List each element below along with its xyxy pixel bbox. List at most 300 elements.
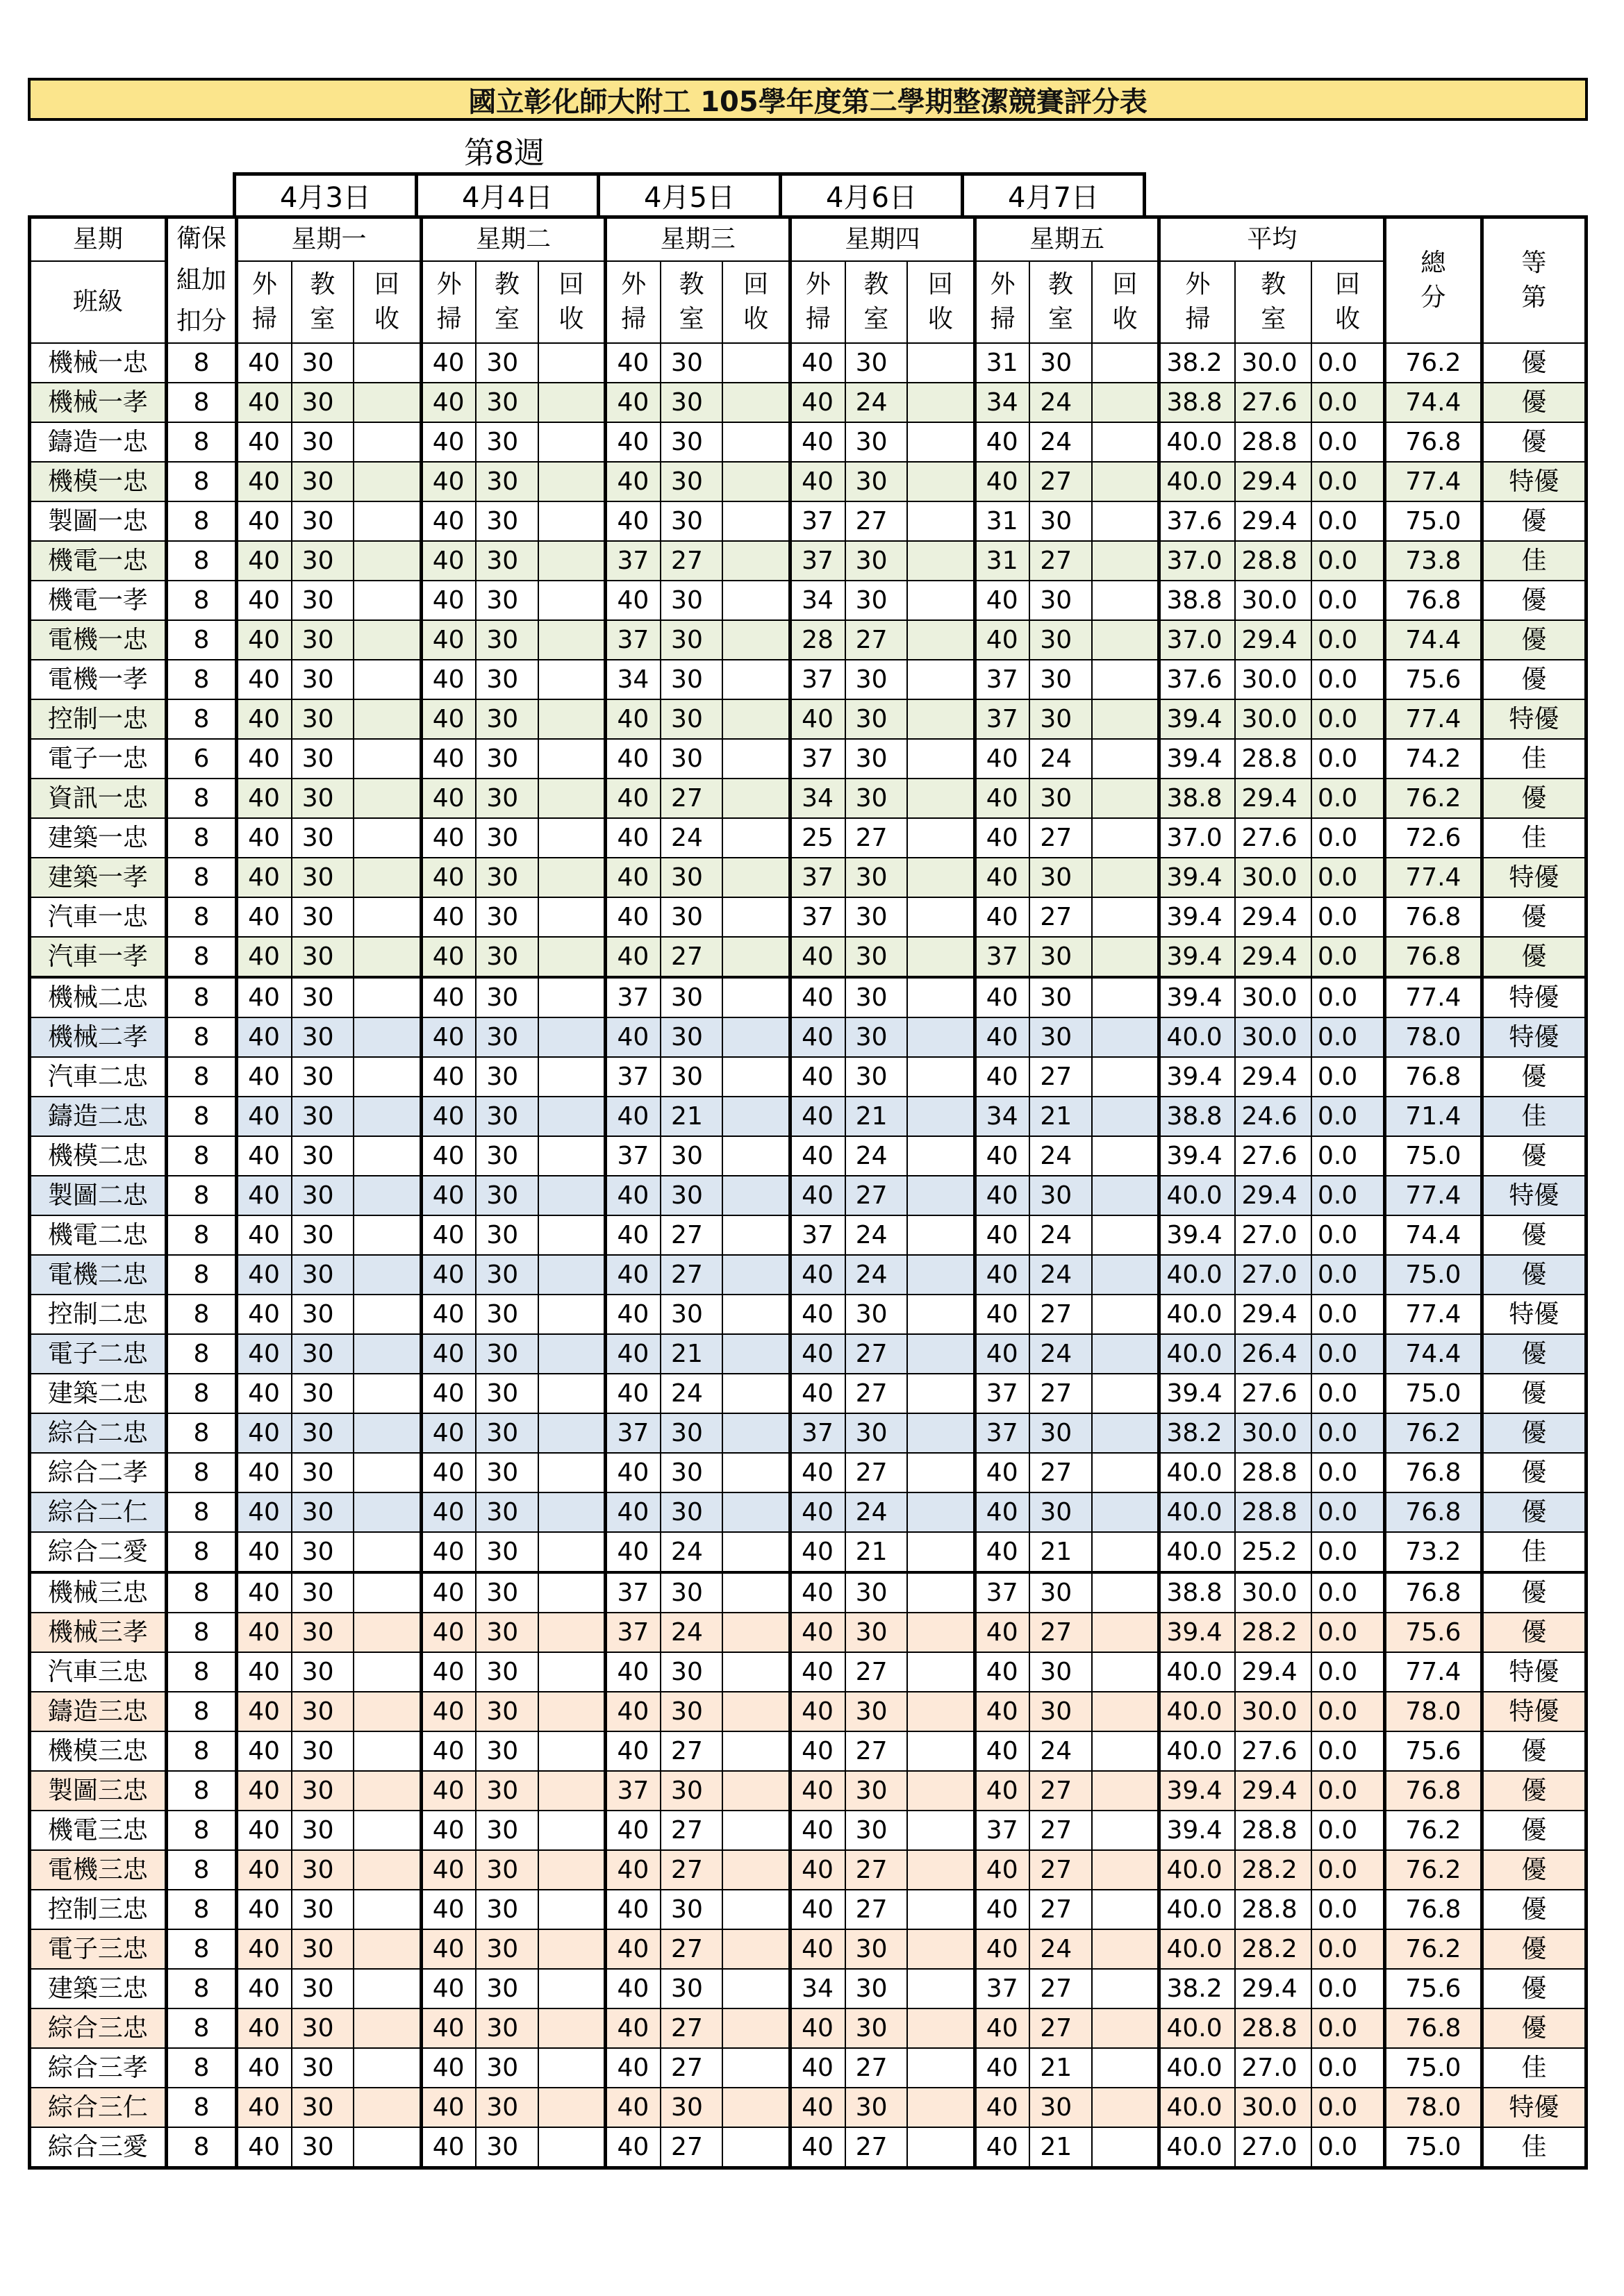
recycle-score (354, 699, 421, 739)
outdoor-score: 40 (606, 779, 661, 818)
classroom-score: 30 (292, 1057, 354, 1097)
table-row (30, 462, 1586, 501)
outdoor-score: 40 (421, 1453, 476, 1492)
classroom-score: 21 (1029, 2127, 1091, 2168)
outdoor-score: 40 (421, 2048, 476, 2088)
classroom-score: 30 (661, 858, 722, 897)
outdoor-score: 40 (421, 1334, 476, 1374)
sub-header-char: 教 (494, 269, 520, 299)
class-name: 機電一忠 (30, 541, 167, 581)
grade: 優 (1482, 1334, 1586, 1374)
outdoor-score: 40 (421, 2127, 476, 2168)
recycle-score (907, 1136, 975, 1176)
outdoor-score: 40 (421, 818, 476, 858)
avg-recycle: 0.0 (1311, 1413, 1384, 1453)
recycle-score (1092, 1453, 1159, 1492)
classroom-score: 30 (292, 541, 354, 581)
total-score: 75.0 (1384, 1255, 1482, 1295)
classroom-score: 27 (1029, 1295, 1091, 1334)
total-score: 74.4 (1384, 620, 1482, 660)
outdoor-score: 40 (237, 2127, 292, 2168)
avg-outdoor: 40.0 (1159, 1334, 1236, 1374)
recycle-score (538, 1057, 606, 1097)
recycle-score (354, 1969, 421, 2008)
recycle-score (1092, 383, 1159, 422)
avg-outdoor: 40.0 (1159, 1492, 1236, 1532)
table-row (30, 2088, 1586, 2127)
grade: 特優 (1482, 1176, 1586, 1215)
deduct-score: 8 (166, 1057, 236, 1097)
outdoor-score: 40 (606, 1453, 661, 1492)
outdoor-score: 40 (237, 462, 292, 501)
class-name: 綜合三愛 (30, 2127, 167, 2168)
total-score: 76.8 (1384, 1890, 1482, 1929)
recycle-score (1092, 501, 1159, 541)
deduct-score: 8 (166, 1176, 236, 1215)
outdoor-score: 40 (606, 818, 661, 858)
outdoor-score: 40 (790, 977, 845, 1017)
classroom-score: 24 (845, 1136, 907, 1176)
classroom-score: 30 (1029, 977, 1091, 1017)
avg-outdoor: 40.0 (1159, 462, 1236, 501)
class-name: 電機三忠 (30, 1850, 167, 1890)
sub-header (907, 261, 975, 343)
total-score: 76.8 (1384, 1057, 1482, 1097)
sub-header-char: 外 (251, 269, 277, 299)
sub-header-char: 外 (1185, 269, 1211, 299)
table-row (30, 818, 1586, 858)
deduct-score: 8 (166, 818, 236, 858)
outdoor-score: 40 (421, 1492, 476, 1532)
outdoor-score: 40 (975, 779, 1029, 818)
deduct-score: 8 (166, 1334, 236, 1374)
class-label: 班級 (30, 261, 167, 343)
outdoor-score: 40 (421, 858, 476, 897)
classroom-score: 30 (845, 977, 907, 1017)
recycle-score (538, 1731, 606, 1771)
grade: 優 (1482, 1374, 1586, 1413)
recycle-score (907, 1572, 975, 1613)
classroom-score: 30 (845, 343, 907, 383)
classroom-score: 30 (476, 343, 538, 383)
outdoor-score: 40 (606, 1097, 661, 1136)
table-row (30, 977, 1586, 1017)
classroom-score: 30 (292, 1492, 354, 1532)
page-title: 國立彰化師大附工 105學年度第二學期整潔競賽評分表 (28, 78, 1588, 121)
avg-recycle: 0.0 (1311, 462, 1384, 501)
deduct-score: 8 (166, 1969, 236, 2008)
deduct-score: 8 (166, 1652, 236, 1692)
sub-header-char: 教 (1261, 269, 1286, 299)
grade-label: 等 (1521, 248, 1547, 277)
recycle-score (538, 779, 606, 818)
classroom-score: 30 (292, 739, 354, 779)
grade: 優 (1482, 501, 1586, 541)
classroom-score: 24 (1029, 1215, 1091, 1255)
outdoor-score: 40 (975, 1652, 1029, 1692)
recycle-score (354, 1057, 421, 1097)
recycle-score (907, 2008, 975, 2048)
total-score: 75.0 (1384, 2048, 1482, 2088)
deduct-score: 8 (166, 660, 236, 699)
classroom-score: 30 (661, 1413, 722, 1453)
outdoor-score: 37 (975, 1413, 1029, 1453)
avg-outdoor: 39.4 (1159, 977, 1236, 1017)
recycle-score (1092, 1136, 1159, 1176)
recycle-score (722, 977, 790, 1017)
outdoor-score: 40 (975, 1295, 1029, 1334)
recycle-score (1092, 2048, 1159, 2088)
outdoor-score: 37 (975, 1374, 1029, 1413)
recycle-score (907, 422, 975, 462)
classroom-score: 27 (1029, 1374, 1091, 1413)
outdoor-score: 40 (237, 897, 292, 937)
classroom-score: 30 (845, 422, 907, 462)
avg-outdoor: 39.4 (1159, 1613, 1236, 1652)
total-score: 77.4 (1384, 699, 1482, 739)
outdoor-score: 40 (237, 620, 292, 660)
outdoor-score: 40 (975, 2127, 1029, 2168)
outdoor-score: 40 (975, 1613, 1029, 1652)
classroom-score: 30 (1029, 779, 1091, 818)
recycle-score (722, 1334, 790, 1374)
outdoor-score: 40 (237, 1017, 292, 1057)
outdoor-score: 40 (421, 1731, 476, 1771)
classroom-score: 30 (661, 1572, 722, 1613)
avg-classroom: 28.8 (1235, 541, 1311, 581)
classroom-score: 27 (845, 1731, 907, 1771)
day-header: 星期二 (421, 217, 606, 262)
outdoor-score: 40 (237, 779, 292, 818)
deduct-score: 8 (166, 1532, 236, 1572)
total-score: 75.6 (1384, 1969, 1482, 2008)
outdoor-score: 40 (975, 1334, 1029, 1374)
recycle-score (354, 541, 421, 581)
class-name: 製圖三忠 (30, 1771, 167, 1811)
outdoor-score: 40 (237, 422, 292, 462)
classroom-score: 30 (476, 2127, 538, 2168)
avg-recycle: 0.0 (1311, 422, 1384, 462)
classroom-score: 27 (845, 1850, 907, 1890)
classroom-score: 30 (845, 660, 907, 699)
avg-outdoor: 38.2 (1159, 1413, 1236, 1453)
recycle-score (354, 1692, 421, 1731)
recycle-score (1092, 1532, 1159, 1572)
grade-header (1482, 217, 1586, 344)
avg-outdoor: 39.4 (1159, 1136, 1236, 1176)
table-row (30, 1097, 1586, 1136)
outdoor-score: 40 (421, 1136, 476, 1176)
avg-recycle: 0.0 (1311, 1017, 1384, 1057)
table-row (30, 660, 1586, 699)
table-row (30, 1255, 1586, 1295)
avg-recycle: 0.0 (1311, 1532, 1384, 1572)
total-score: 74.4 (1384, 1334, 1482, 1374)
classroom-score: 30 (845, 1413, 907, 1453)
recycle-score (722, 422, 790, 462)
classroom-score: 21 (845, 1097, 907, 1136)
table-row (30, 1771, 1586, 1811)
recycle-score (907, 2127, 975, 2168)
outdoor-score: 40 (975, 1890, 1029, 1929)
class-name: 建築一孝 (30, 858, 167, 897)
deduct-score: 8 (166, 1572, 236, 1613)
grade: 優 (1482, 1811, 1586, 1850)
recycle-score (1092, 1413, 1159, 1453)
outdoor-score: 40 (790, 1613, 845, 1652)
recycle-score (722, 1136, 790, 1176)
outdoor-score: 34 (606, 660, 661, 699)
avg-classroom: 27.0 (1235, 1255, 1311, 1295)
recycle-score (538, 1295, 606, 1334)
grade: 優 (1482, 581, 1586, 620)
outdoor-score: 40 (606, 422, 661, 462)
recycle-score (722, 739, 790, 779)
recycle-score (722, 620, 790, 660)
classroom-score: 30 (661, 1453, 722, 1492)
outdoor-score: 40 (790, 1017, 845, 1057)
grade: 優 (1482, 1453, 1586, 1492)
grade: 特優 (1482, 2088, 1586, 2127)
deduct-label: 扣分 (176, 307, 226, 336)
avg-recycle: 0.0 (1311, 1255, 1384, 1295)
classroom-score: 30 (476, 1136, 538, 1176)
avg-classroom: 26.4 (1235, 1334, 1311, 1374)
classroom-score: 27 (661, 1215, 722, 1255)
recycle-score (354, 1295, 421, 1334)
classroom-score: 30 (661, 1890, 722, 1929)
recycle-score (354, 1850, 421, 1890)
outdoor-score: 37 (606, 1572, 661, 1613)
recycle-score (538, 1692, 606, 1731)
recycle-score (538, 1771, 606, 1811)
classroom-score: 30 (476, 1532, 538, 1572)
avg-recycle: 0.0 (1311, 1453, 1384, 1492)
grade: 特優 (1482, 1652, 1586, 1692)
outdoor-score: 40 (237, 1811, 292, 1850)
avg-recycle: 0.0 (1311, 1374, 1384, 1413)
classroom-score: 30 (292, 1731, 354, 1771)
outdoor-score: 31 (975, 541, 1029, 581)
table-row (30, 581, 1586, 620)
outdoor-score: 40 (237, 1453, 292, 1492)
recycle-score (722, 501, 790, 541)
avg-outdoor: 38.8 (1159, 1097, 1236, 1136)
classroom-score: 30 (845, 1295, 907, 1334)
classroom-score: 30 (476, 1692, 538, 1731)
recycle-score (538, 937, 606, 977)
outdoor-score: 40 (237, 1374, 292, 1413)
classroom-score: 30 (292, 501, 354, 541)
classroom-score: 24 (1029, 1929, 1091, 1969)
table-row (30, 501, 1586, 541)
outdoor-score: 40 (606, 1890, 661, 1929)
avg-classroom: 28.8 (1235, 1890, 1311, 1929)
recycle-score (538, 343, 606, 383)
deduct-score: 8 (166, 1929, 236, 1969)
classroom-score: 24 (661, 1532, 722, 1572)
outdoor-score: 40 (790, 2008, 845, 2048)
recycle-score (354, 2127, 421, 2168)
classroom-score: 27 (1029, 1613, 1091, 1652)
classroom-score: 30 (292, 1413, 354, 1453)
outdoor-score: 40 (237, 1969, 292, 2008)
table-row (30, 2008, 1586, 2048)
avg-recycle: 0.0 (1311, 1613, 1384, 1652)
outdoor-score: 40 (421, 1572, 476, 1613)
class-name: 機電一孝 (30, 581, 167, 620)
outdoor-score: 37 (975, 1969, 1029, 2008)
classroom-score: 30 (476, 1492, 538, 1532)
classroom-score: 30 (476, 1929, 538, 1969)
avg-recycle: 0.0 (1311, 2127, 1384, 2168)
outdoor-score: 40 (975, 1771, 1029, 1811)
recycle-score (538, 383, 606, 422)
outdoor-score: 40 (975, 1453, 1029, 1492)
deduct-score: 8 (166, 1692, 236, 1731)
sub-header-char: 回 (1334, 269, 1360, 299)
class-name: 資訊一忠 (30, 779, 167, 818)
day-header: 星期三 (606, 217, 790, 262)
outdoor-score: 40 (421, 1097, 476, 1136)
sub-header-char: 外 (990, 269, 1016, 299)
table-row (30, 739, 1586, 779)
outdoor-score: 40 (975, 422, 1029, 462)
classroom-score: 27 (845, 1334, 907, 1374)
classroom-score: 30 (292, 699, 354, 739)
grade: 特優 (1482, 1692, 1586, 1731)
classroom-score: 30 (292, 2048, 354, 2088)
recycle-score (722, 383, 790, 422)
outdoor-score: 40 (421, 343, 476, 383)
classroom-score: 30 (845, 2008, 907, 2048)
classroom-score: 27 (845, 2127, 907, 2168)
classroom-score: 30 (476, 1613, 538, 1652)
recycle-score (907, 1532, 975, 1572)
deduct-score: 8 (166, 1255, 236, 1295)
avg-outdoor: 38.2 (1159, 343, 1236, 383)
classroom-score: 27 (1029, 1850, 1091, 1890)
classroom-score: 27 (661, 1929, 722, 1969)
outdoor-score: 40 (421, 422, 476, 462)
total-label: 分 (1420, 283, 1446, 312)
classroom-score: 30 (661, 1136, 722, 1176)
recycle-score (538, 1929, 606, 1969)
sub-header-char: 室 (1048, 305, 1074, 333)
grade: 優 (1482, 897, 1586, 937)
outdoor-score: 40 (421, 1176, 476, 1215)
classroom-score: 27 (845, 501, 907, 541)
recycle-score (354, 1652, 421, 1692)
classroom-score: 24 (1029, 1255, 1091, 1295)
avg-classroom: 30.0 (1235, 1017, 1311, 1057)
date-header (233, 172, 1146, 219)
classroom-score: 30 (476, 1890, 538, 1929)
recycle-score (907, 1492, 975, 1532)
classroom-score: 30 (476, 1097, 538, 1136)
classroom-score: 30 (476, 2048, 538, 2088)
classroom-score: 24 (845, 1255, 907, 1295)
outdoor-score: 40 (606, 1295, 661, 1334)
outdoor-score: 40 (606, 2127, 661, 2168)
class-name: 製圖二忠 (30, 1176, 167, 1215)
classroom-score: 30 (292, 581, 354, 620)
outdoor-score: 40 (606, 1374, 661, 1413)
avg-classroom: 27.6 (1235, 1136, 1311, 1176)
avg-recycle: 0.0 (1311, 581, 1384, 620)
recycle-score (907, 1613, 975, 1652)
date-cell: 4月7日 (963, 174, 1145, 217)
classroom-score: 30 (476, 739, 538, 779)
outdoor-score: 40 (606, 2008, 661, 2048)
grade: 優 (1482, 343, 1586, 383)
recycle-score (722, 1969, 790, 2008)
recycle-score (538, 1850, 606, 1890)
avg-outdoor: 39.4 (1159, 1811, 1236, 1850)
classroom-score: 30 (292, 977, 354, 1017)
classroom-score: 30 (476, 1771, 538, 1811)
avg-classroom: 25.2 (1235, 1532, 1311, 1572)
classroom-score: 30 (292, 1532, 354, 1572)
avg-classroom: 28.2 (1235, 1850, 1311, 1890)
classroom-score: 30 (476, 1453, 538, 1492)
classroom-score: 30 (476, 1374, 538, 1413)
outdoor-score: 40 (975, 1176, 1029, 1215)
outdoor-score: 40 (606, 1334, 661, 1374)
outdoor-score: 40 (606, 699, 661, 739)
avg-outdoor: 37.6 (1159, 501, 1236, 541)
outdoor-score: 40 (975, 620, 1029, 660)
classroom-score: 30 (845, 1811, 907, 1850)
classroom-score: 30 (476, 501, 538, 541)
outdoor-score: 40 (790, 1057, 845, 1097)
outdoor-score: 40 (606, 462, 661, 501)
sub-header-char: 外 (621, 269, 647, 299)
outdoor-score: 40 (421, 2088, 476, 2127)
classroom-score: 30 (292, 343, 354, 383)
sub-header-char: 收 (1112, 305, 1138, 333)
outdoor-score: 40 (421, 1295, 476, 1334)
classroom-score: 30 (292, 462, 354, 501)
classroom-score: 30 (1029, 501, 1091, 541)
classroom-score: 30 (845, 1692, 907, 1731)
deduct-score: 8 (166, 1017, 236, 1057)
outdoor-score: 40 (421, 1652, 476, 1692)
week-label: 第8週 (464, 135, 545, 171)
classroom-score: 30 (1029, 660, 1091, 699)
classroom-score: 30 (845, 1017, 907, 1057)
total-score: 76.2 (1384, 1850, 1482, 1890)
recycle-score (1092, 1652, 1159, 1692)
classroom-score: 30 (292, 1255, 354, 1295)
table-row (30, 1453, 1586, 1492)
recycle-score (538, 1176, 606, 1215)
avg-outdoor: 40.0 (1159, 1731, 1236, 1771)
avg-outdoor: 39.4 (1159, 1374, 1236, 1413)
recycle-score (722, 581, 790, 620)
sub-header-char: 外 (436, 269, 462, 299)
avg-outdoor: 39.4 (1159, 937, 1236, 977)
classroom-score: 24 (1029, 422, 1091, 462)
total-score: 74.2 (1384, 739, 1482, 779)
avg-outdoor: 39.4 (1159, 1057, 1236, 1097)
outdoor-score: 40 (790, 1929, 845, 1969)
grade: 優 (1482, 1136, 1586, 1176)
outdoor-score: 40 (790, 2088, 845, 2127)
avg-recycle: 0.0 (1311, 660, 1384, 699)
class-name: 鑄造二忠 (30, 1097, 167, 1136)
recycle-score (538, 462, 606, 501)
